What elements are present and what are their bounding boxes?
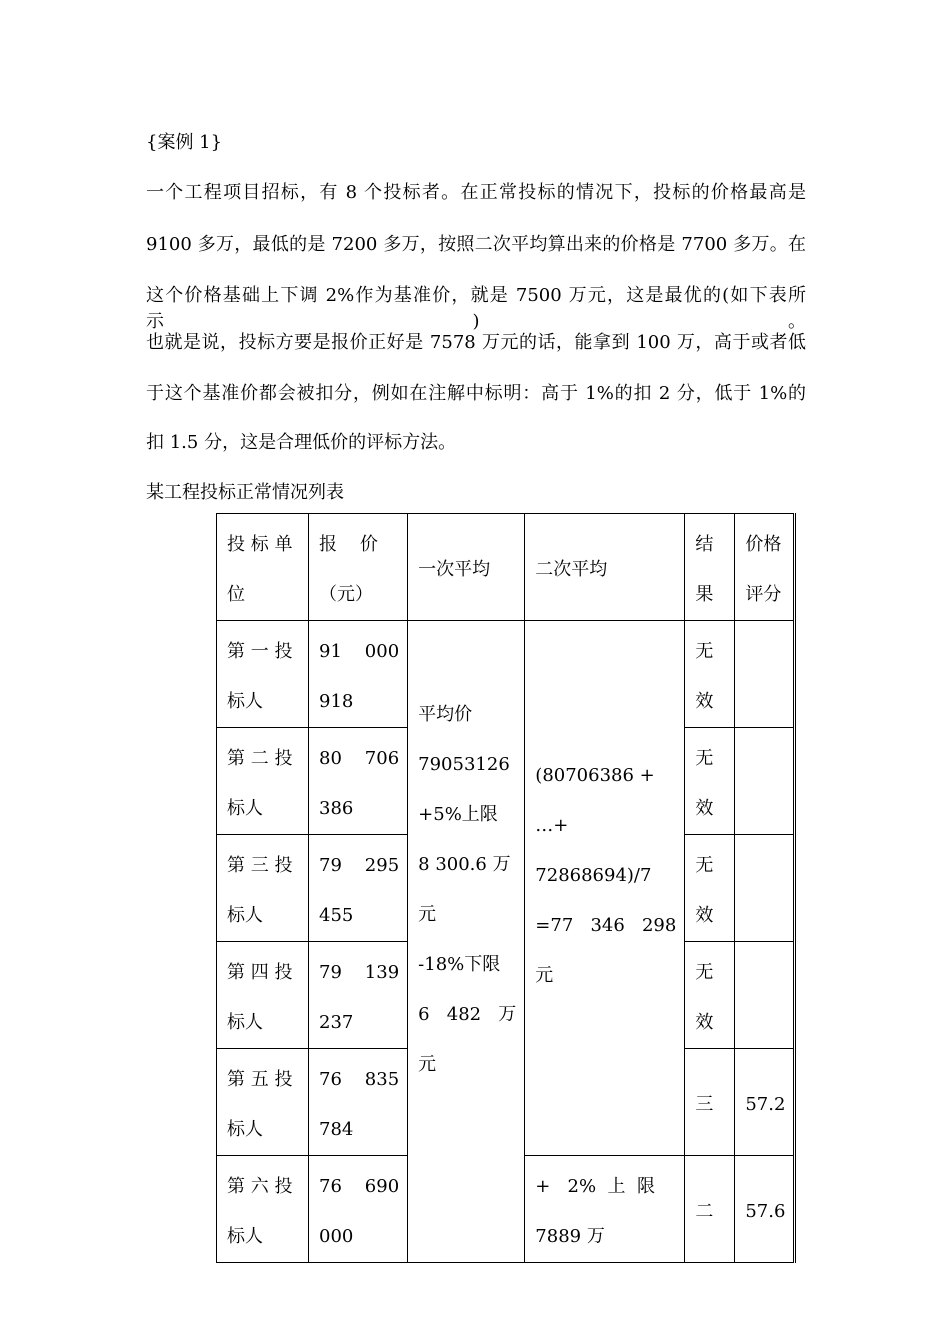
cell-price: 79 139 237 (309, 942, 408, 1049)
table-header-row (217, 514, 795, 621)
paragraph-line: 扣 1.5 分，这是合理低价的评标方法。 (146, 432, 457, 453)
cell-result: 三 (685, 1049, 735, 1156)
cell-second-average: (80706386 + …+ 72868694)/7 =77 346 298 元 (525, 621, 685, 1156)
cell-score: 57.6 (735, 1156, 795, 1263)
bid-table (216, 513, 796, 1263)
cell-unit: 第 四 投 标人 (217, 942, 309, 1049)
header-first-average: 一次平均 (408, 514, 525, 621)
header-result: 结 果 (685, 514, 735, 621)
table-row (217, 621, 795, 728)
cell-result: 无 效 (685, 942, 735, 1049)
cell-result: 无 效 (685, 835, 735, 942)
cell-unit: 第 六 投 标人 (217, 1156, 309, 1263)
paragraph-line: 于这个基准价都会被扣分，例如在注解中标明：高于 1%的扣 2 分，低于 1%的 (146, 383, 806, 404)
paragraph-line: 9100 多万，最低的是 7200 多万，按照二次平均算出来的价格是 7700 多万。在 (146, 234, 806, 255)
cell-result: 二 (685, 1156, 735, 1263)
paragraph-line: 这个价格基础上下调 2%作为基准价，就是 7500 万元，这是最优的(如下表所示)。 (146, 285, 806, 332)
header-second-average: 二次平均 (525, 514, 685, 621)
cell-unit: 第 二 投 标人 (217, 728, 309, 835)
paragraph-line: 也就是说，投标方要是报价正好是 7578 万元的话，能拿到 100 万，高于或者低 (146, 332, 806, 353)
paragraph-line: 一个工程项目招标，有 8 个投标者。在正常投标的情况下，投标的价格最高是 (146, 182, 806, 203)
cell-score (735, 835, 795, 942)
cell-first-average: 平均价 79053126 +5%上限 8 300.6 万 元 -18%下限 6 482 万 元 (408, 621, 525, 1263)
cell-unit: 第 三 投 标人 (217, 835, 309, 942)
cell-price: 91 000 918 (309, 621, 408, 728)
header-price: 报 价 （元） (309, 514, 408, 621)
cell-price: 76 690 000 (309, 1156, 408, 1263)
cell-price: 80 706 386 (309, 728, 408, 835)
header-unit: 投 标 单 位 (217, 514, 309, 621)
cell-price: 76 835 784 (309, 1049, 408, 1156)
cell-unit: 第 五 投 标人 (217, 1049, 309, 1156)
cell-result: 无 效 (685, 728, 735, 835)
header-score: 价格 评分 (735, 514, 795, 621)
cell-score (735, 942, 795, 1049)
cell-unit: 第 一 投 标人 (217, 621, 309, 728)
cell-second-average-upper-limit: + 2% 上 限 7889 万 (525, 1156, 685, 1263)
case-heading: {案例 1} (146, 132, 223, 153)
cell-score (735, 728, 795, 835)
cell-result: 无 效 (685, 621, 735, 728)
table-title: 某工程投标正常情况列表 (146, 482, 344, 503)
cell-score (735, 621, 795, 728)
cell-price: 79 295 455 (309, 835, 408, 942)
cell-score: 57.2 (735, 1049, 795, 1156)
